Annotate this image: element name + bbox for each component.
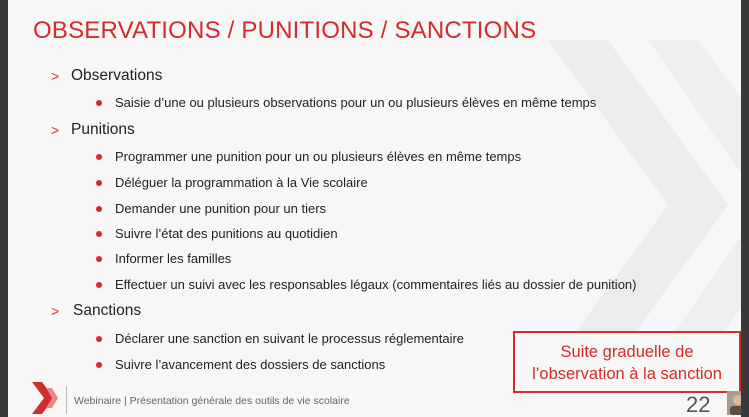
callout-line-1: Suite graduelle de — [560, 343, 694, 361]
bullet-icon — [96, 180, 102, 186]
bullet-icon — [96, 362, 102, 368]
slide-title: OBSERVATIONS / PUNITIONS / SANCTIONS — [33, 17, 537, 44]
bullet-icon — [96, 336, 102, 342]
slide: OBSERVATIONS / PUNITIONS / SANCTIONS > Observations Saisie d’une ou plusieurs observations pour un ou plusieurs élèves en même temps > Punitions Programmer une punition pour un ou plusieurs élèves en même temps Déléguer la programmation à la Vie scolaire Demander une punition pour un tiers Suivre l’état des punitions au quotidien Informer les familles Effectuer un suivi avec les responsables légaux (commentaires liés au dossier de punition) > Sanctions Déclarer une sanction en suivant le processus réglementaire Suivre l’avancement des dossiers de sanctions Suite graduelle de l’observation à la sanction Webinaire | Présentation générale des outils de vie scolaire 22 — [8, 0, 741, 417]
presenter-avatar — [727, 391, 741, 415]
callout-box — [513, 331, 741, 393]
callout-line-2: l’observation à la sanction — [532, 365, 722, 383]
footer-divider — [66, 386, 67, 414]
section-label: Punitions — [71, 121, 135, 138]
section-label: Sanctions — [73, 302, 142, 319]
chevron-right-icon: > — [51, 122, 60, 138]
chevron-right-icon: > — [51, 68, 60, 84]
bullet-icon — [96, 231, 102, 237]
section-label: Observations — [71, 67, 163, 84]
bullet-icon — [96, 282, 102, 288]
bullet-icon — [96, 256, 102, 262]
brand-logo-icon — [30, 380, 60, 416]
bullet-icon — [96, 154, 102, 160]
page-number: 22 — [686, 392, 711, 412]
footer-text: Webinaire | Présentation générale des outils de vie scolaire — [74, 395, 350, 407]
bullet-icon — [96, 100, 102, 106]
bullet-icon — [96, 206, 102, 212]
watermark-chevron-icon — [528, 40, 741, 370]
chevron-right-icon: > — [51, 303, 60, 319]
